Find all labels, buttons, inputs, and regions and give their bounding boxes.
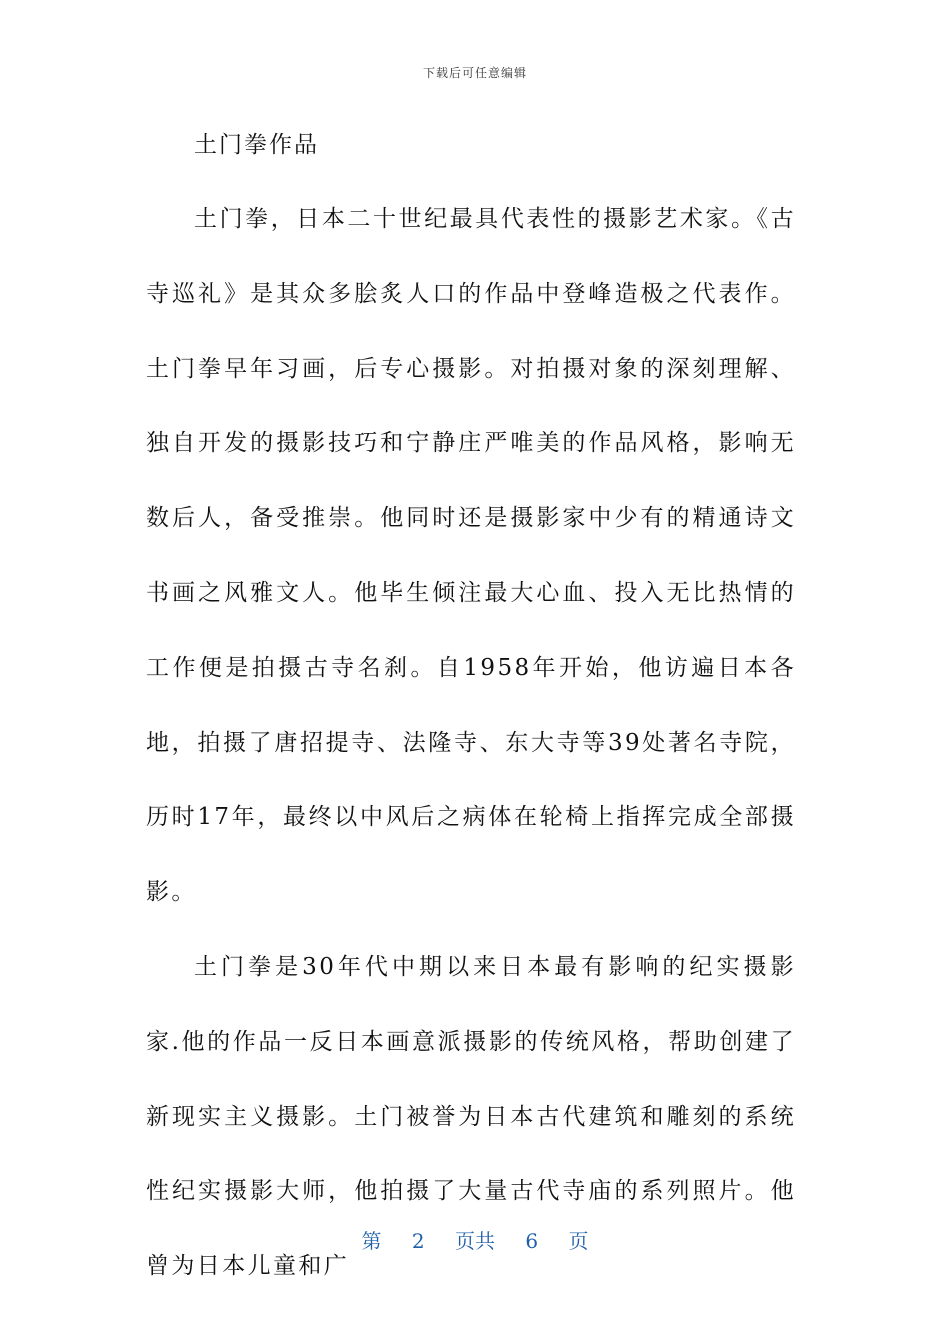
document-title: 土门拳作品: [194, 132, 319, 158]
paragraph-1: 土门拳，日本二十世纪最具代表性的摄影艺术家。《古寺巡礼》是其众多脍炙人口的作品中登峰造极之代表作。土门拳早年习画，后专心摄影。对拍摄对象的深刻理解、独自开发的摄影技巧和宁静庄严唯美的作品风格，影响无数后人，备受推崇。他同时还是摄影家中少有的精通诗文书画之风雅文人。他毕生倾注最大心血、投入无比热情的工作便是拍摄古寺名刹。自1958年开始，他访遍日本各地，拍摄了唐招提寺、法隆寺、东大寺等39处著名寺院，历时17年，最终以中风后之病体在轮椅上指挥完成全部摄影。: [146, 206, 796, 906]
page-suffix: 页: [568, 1229, 589, 1253]
page-footer: [0, 1225, 950, 1254]
total-pages-number: 6: [525, 1229, 539, 1253]
page-label: 第: [361, 1229, 382, 1253]
total-label: 页共: [455, 1229, 495, 1253]
page-header: 下载后可任意编辑: [422, 66, 527, 80]
paragraph-2: 土门拳是30年代中期以来日本最有影响的纪实摄影家.他的作品一反日本画意派摄影的传统风格，帮助创建了新现实主义摄影。土门被誉为日本古代建筑和雕刻的系统性纪实摄影大师，他拍摄了大量古代寺庙的系列照片。他曾为日本儿童和广: [146, 953, 796, 1280]
document-body: [146, 108, 796, 1304]
current-page-number: 2: [411, 1229, 425, 1253]
